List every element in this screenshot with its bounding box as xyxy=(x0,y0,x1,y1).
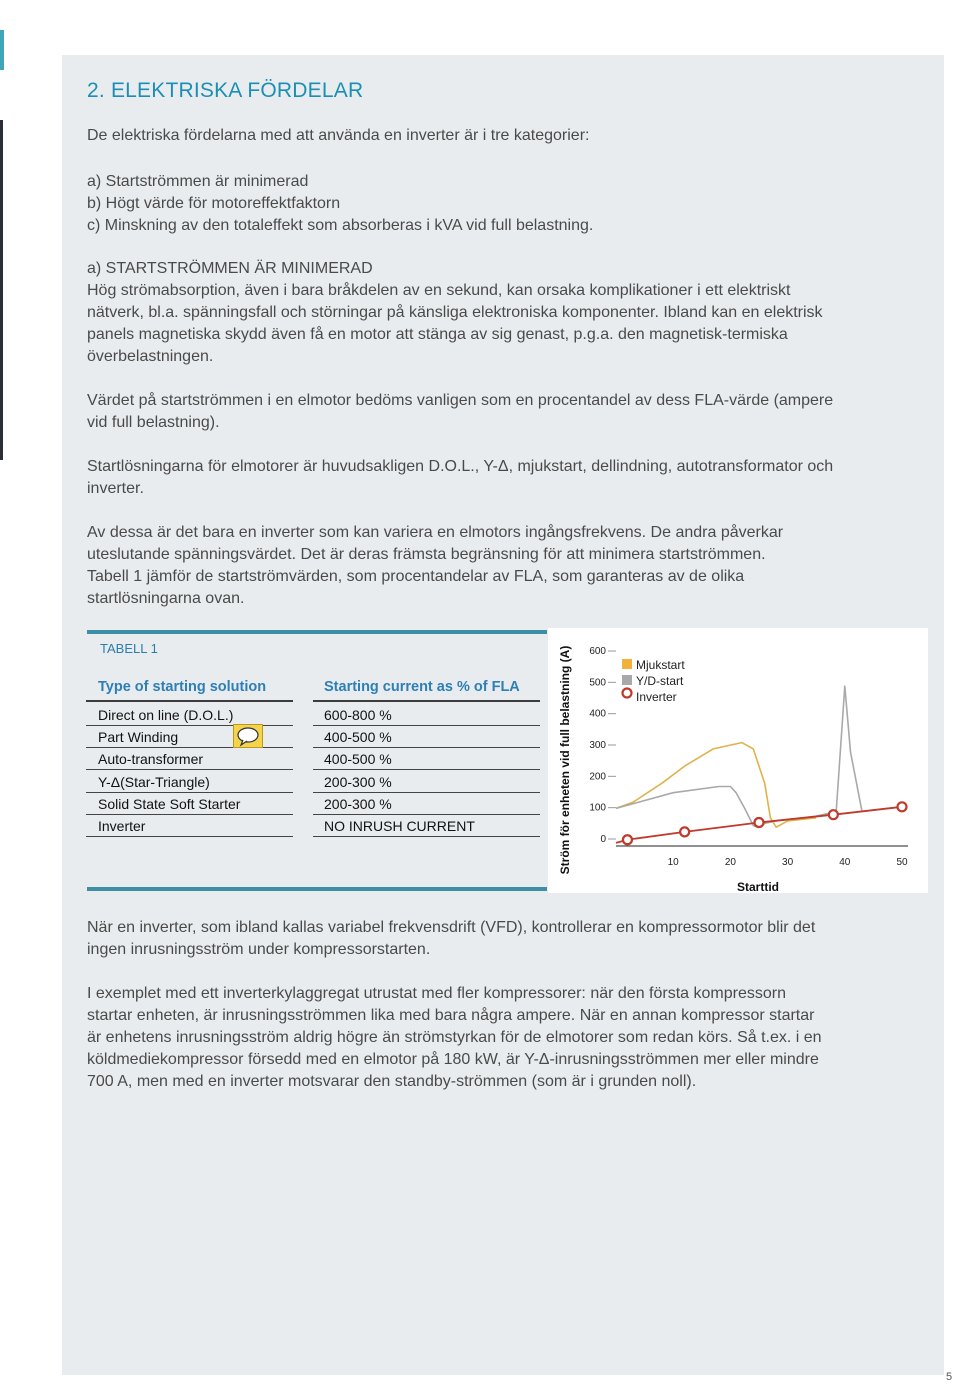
chart-point-inverter xyxy=(680,827,689,836)
vfd-paragraph-line: När en inverter, som ibland kallas variabel frekvensdrift (VFD), kontrollerar en kompressormotor blir det xyxy=(87,919,816,936)
chart-point-inverter xyxy=(755,818,764,827)
table-cell-current: 200-300 % xyxy=(324,774,392,790)
table-row-rule xyxy=(313,747,540,748)
table-cell-solution: Y-Δ(Star-Triangle) xyxy=(98,774,210,790)
table-cell-solution: Inverter xyxy=(98,818,146,834)
page-heading: 2. ELEKTRISKA FÖRDELAR xyxy=(87,79,364,102)
legend-label-mjukstart: Mjukstart xyxy=(636,658,685,672)
table-cell-current: 400-500 % xyxy=(324,751,392,767)
chart-x-tick-label: 40 xyxy=(839,857,851,868)
starting-current-chart xyxy=(548,628,928,893)
legend-swatch-yd-start xyxy=(622,675,632,685)
chart-y-tick-label: 100 xyxy=(589,802,606,814)
chart-point-inverter xyxy=(898,802,907,811)
chart-point-inverter xyxy=(829,810,838,819)
solutions-paragraph-line: inverter. xyxy=(87,480,144,497)
table-cell-current: 200-300 % xyxy=(324,796,392,812)
solutions-paragraph-line: Startlösningarna för elmotorer är huvudsakligen D.O.L., Y-Δ, mjukstart, dellindning, autotransformator och xyxy=(87,458,834,475)
table-top-rule xyxy=(87,630,547,634)
list-item-c: c) Minskning av den totaleffekt som absorberas i kVA vid full belastning. xyxy=(87,217,594,234)
inverter-paragraph-line: startlösningarna ovan. xyxy=(87,590,245,607)
example-paragraph-line: startar enheten, är inrusningsströmmen lika med bara några ampere. När en annan kompressor startar xyxy=(87,1007,815,1024)
table-header-rule xyxy=(313,700,540,702)
chart-x-tick-label: 20 xyxy=(724,857,736,868)
table-cell-solution: Auto-transformer xyxy=(98,751,204,767)
inverter-paragraph-line: Av dessa är det bara en inverter som kan variera en elmotors ingångsfrekvens. De andra påverkar xyxy=(87,524,784,541)
chart-y-tick-label: 400 xyxy=(589,708,606,720)
chart-point-inverter xyxy=(623,835,632,844)
vfd-paragraph-line: ingen inrusningsström under kompressorstarten. xyxy=(87,941,431,958)
table-row-rule xyxy=(86,836,293,837)
legend-marker-inverter xyxy=(623,689,632,698)
example-paragraph-line: är enhetens inrusningsström aldrig högre än strömstyrkan för de elmotorer som redan körs. Så t.ex. i en xyxy=(87,1029,822,1046)
table-row-rule xyxy=(86,792,293,793)
page-number: 5 xyxy=(946,1371,953,1383)
table-header-solution: Type of starting solution xyxy=(98,679,267,695)
chart-x-tick-label: 30 xyxy=(782,857,794,868)
section-a-title: a) STARTSTRÖMMEN ÄR MINIMERAD xyxy=(87,260,373,277)
table-cell-solution: Solid State Soft Starter xyxy=(98,796,241,812)
table-cell-solution: Direct on line (D.O.L.) xyxy=(98,707,234,723)
table-row-rule xyxy=(313,814,540,815)
inverter-paragraph-line: uteslutande spänningsvärdet. Det är deras främsta begränsning för att minimera startströmmen. xyxy=(87,546,766,563)
edge-accent-mark xyxy=(0,30,4,70)
table-row-rule xyxy=(313,769,540,770)
table-cell-current: 400-500 % xyxy=(324,729,392,745)
inverter-paragraph-line: Tabell 1 jämför de startströmvärden, som procentandelar av FLA, som garanteras av de olika xyxy=(87,568,745,585)
chart-y-axis-label: Ström för enheten vid full belastning (A) xyxy=(558,645,572,875)
table-cell-current: NO INRUSH CURRENT xyxy=(324,818,475,834)
chart-x-tick-label: 10 xyxy=(667,857,679,868)
example-paragraph-line: I exemplet med ett inverterkylaggregat utrustat med fler kompressorer: när den första kompressorn xyxy=(87,985,786,1002)
section-a-line: överbelastningen. xyxy=(87,348,214,365)
intro-text: De elektriska fördelarna med att använda en inverter är i tre kategorier: xyxy=(87,127,590,144)
value-paragraph-line: Värdet på startströmmen i en elmotor bedöms vanligen som en procentandel av dess FLA-värde (ampere xyxy=(87,392,834,409)
table-cell-current: 600-800 % xyxy=(324,707,392,723)
example-paragraph-line: köldmediekompressor försedd med en elmotor på 180 kW, är Y-Δ-inrusningsströmmen mer eller mindre xyxy=(87,1051,819,1068)
table-header-rule xyxy=(86,700,293,702)
table-bottom-rule xyxy=(87,887,547,891)
value-paragraph-line: vid full belastning). xyxy=(87,414,220,431)
legend-label-inverter: Inverter xyxy=(636,690,677,704)
chart-y-tick-label: 600 xyxy=(589,646,606,657)
section-a-line: nätverk, bl.a. spänningsfall och störningar på känsliga elektroniska komponenter. Ibland kan en elektrisk xyxy=(87,304,823,321)
table-row-rule xyxy=(86,769,293,770)
list-item-b: b) Högt värde för motoreffektfaktorn xyxy=(87,195,341,212)
chart-y-tick-label: 200 xyxy=(589,771,606,783)
legend-label-yd-start: Y/D-start xyxy=(636,674,684,688)
table-row-rule xyxy=(313,725,540,726)
chart-y-tick-label: 300 xyxy=(589,740,606,751)
chart-y-tick-label: 500 xyxy=(589,677,606,689)
edge-binding-line xyxy=(0,120,3,460)
legend-swatch-mjukstart xyxy=(622,659,632,669)
table-row-rule xyxy=(86,814,293,815)
list-item-a: a) Startströmmen är minimerad xyxy=(87,173,309,190)
section-a-line: Hög strömabsorption, även i bara bråkdelen av en sekund, kan orsaka komplikationer i ett elektriskt xyxy=(87,282,791,299)
chart-x-axis-label: Starttid xyxy=(737,880,779,893)
table-cell-solution: Part Winding xyxy=(98,729,179,745)
table-header-current: Starting current as % of FLA xyxy=(324,679,520,695)
example-paragraph-line: 700 A, men med en inverter motsvarar den standby-strömmen (som är i grunden noll). xyxy=(87,1073,697,1090)
section-a-line: panels magnetiska skydd även få en motor att stänga av sig genast, p.g.a. den magnetisk-termiska xyxy=(87,326,788,343)
chart-x-tick-label: 50 xyxy=(896,857,908,868)
table-row-rule xyxy=(313,836,540,837)
speech-bubble-icon[interactable] xyxy=(233,724,263,748)
table-title: TABELL 1 xyxy=(100,641,158,656)
chart-y-tick-label: 0 xyxy=(600,834,606,845)
table-row-rule xyxy=(313,792,540,793)
